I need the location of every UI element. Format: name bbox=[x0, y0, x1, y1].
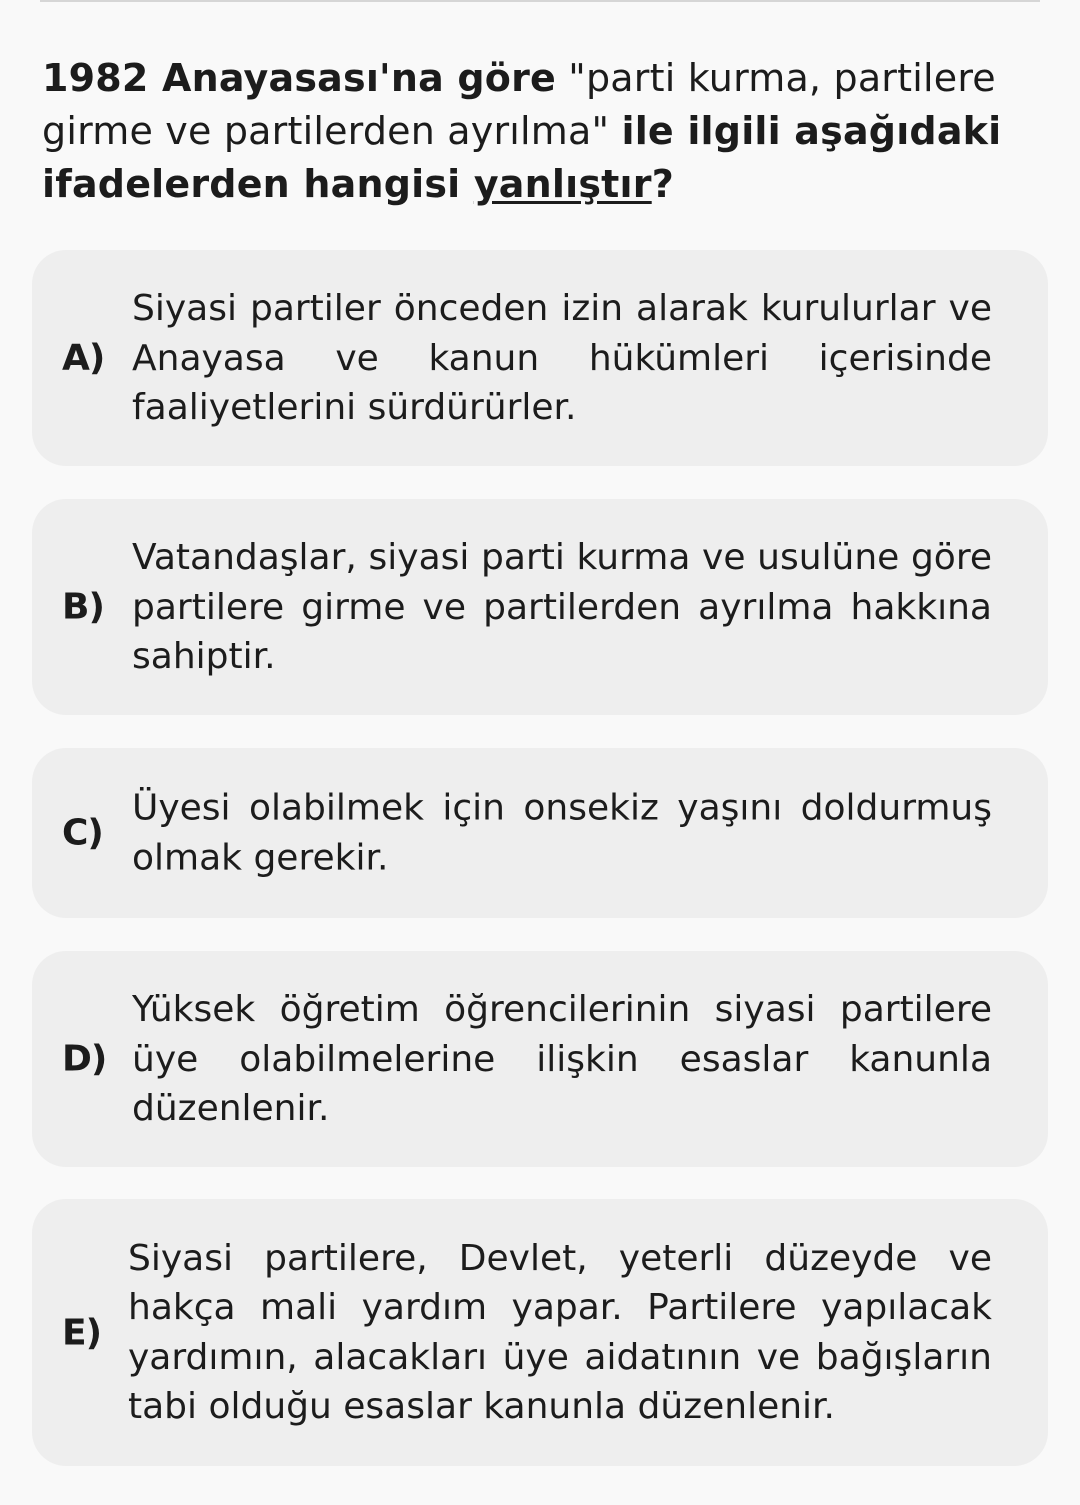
option-letter: E) bbox=[62, 1312, 102, 1353]
question-bold-text: ile ilgili aşağıdaki ifadelerden hangisi bbox=[42, 109, 1002, 206]
top-divider bbox=[40, 0, 1040, 2]
option-letter: A) bbox=[62, 337, 105, 379]
question-mark: ? bbox=[651, 162, 674, 206]
option-text: Yüksek öğretim öğrencilerinin siyasi partilere üye olabilmelerine ilişkin esaslar kanunla düzenlenir. bbox=[132, 988, 992, 1129]
option-a[interactable] bbox=[32, 250, 1048, 466]
question-text bbox=[42, 52, 1032, 211]
question-emphasis: yanlıştır bbox=[473, 162, 652, 206]
option-text: Vatandaşlar, siyasi parti kurma ve usulüne göre partilere girme ve partilerden ayrılma hakkına sahiptir. bbox=[132, 536, 992, 677]
option-letter: B) bbox=[62, 586, 104, 628]
option-e[interactable] bbox=[32, 1199, 1048, 1466]
option-text: Siyasi partiler önceden izin alarak kurulurlar ve Anayasa ve kanun hükümleri içerisinde faaliyetlerini sürdürürler. bbox=[132, 287, 992, 428]
question-bold-start: 1982 Anayasası'na göre bbox=[42, 56, 557, 100]
option-text: Üyesi olabilmek için onsekiz yaşını doldurmuş olmak gerekir. bbox=[132, 787, 992, 878]
question-quote: "parti kurma, partilere girme ve partilerden ayrılma" bbox=[42, 56, 996, 153]
option-d[interactable] bbox=[32, 951, 1048, 1167]
option-b[interactable] bbox=[32, 499, 1048, 715]
option-letter: D) bbox=[62, 1038, 107, 1080]
option-c[interactable] bbox=[32, 748, 1048, 918]
option-text: Siyasi partilere, Devlet, yeterli düzeyde ve hakça mali yardım yapar. Partilere yapılacak yardımın, alacakları üye aidatının ve bağışların tabi olduğu esaslar kanunla düzenlenir. bbox=[128, 1237, 992, 1427]
option-letter: C) bbox=[62, 812, 103, 854]
